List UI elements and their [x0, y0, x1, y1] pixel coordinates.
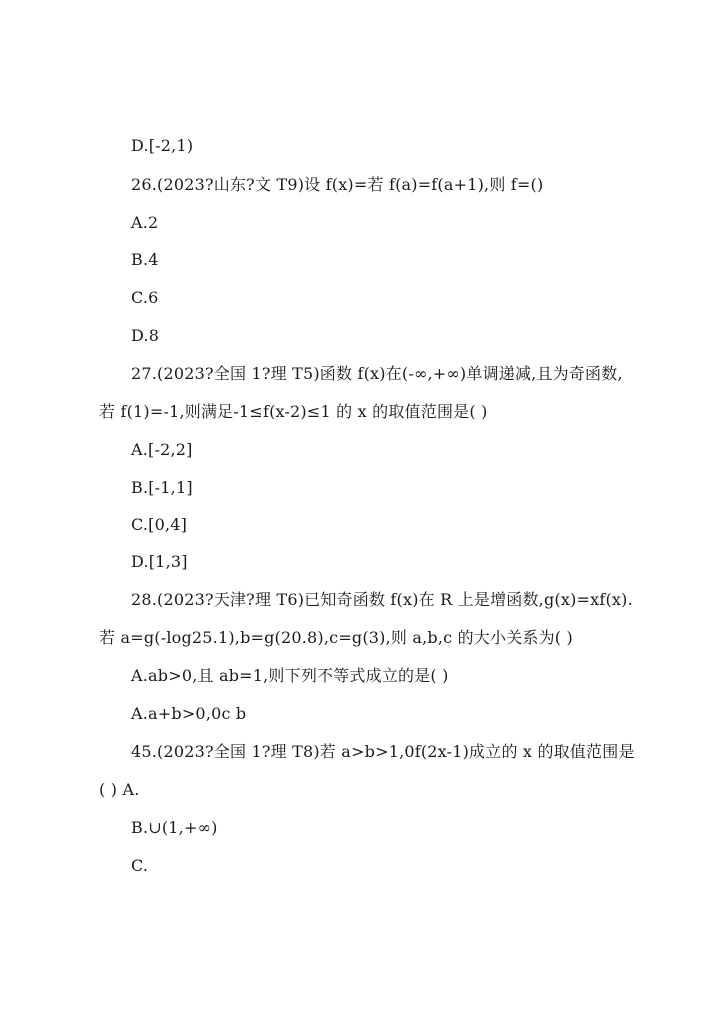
option-line: D.[-2,1) [131, 136, 194, 155]
question-28-continued: 若 a=g(-log25.1),b=g(20.8),c=g(3),则 a,b,c 的大小关系为( ) [99, 628, 573, 647]
option-line: A.ab>0,且 ab=1,则下列不等式成立的是( ) [131, 666, 449, 685]
option-line: A.a+b>0,0c b [131, 704, 247, 723]
option-line: B.4 [131, 250, 159, 269]
option-line: D.[1,3] [131, 552, 188, 571]
question-27-continued: 若 f(1)=-1,则满足-1≤f(x-2)≤1 的 x 的取值范围是( ) [99, 402, 488, 421]
question-45: 45.(2023?全国 1?理 T8)若 a>b>1,0f(2x-1)成立的 x 的取值范围是 [131, 742, 635, 761]
question-27: 27.(2023?全国 1?理 T5)函数 f(x)在(-∞,+∞)单调递减,且为奇函数, [131, 364, 623, 383]
option-line: C.[0,4] [131, 515, 188, 534]
option-line: C. [131, 856, 149, 875]
option-line: B.[-1,1] [131, 478, 193, 497]
question-28: 28.(2023?天津?理 T6)已知奇函数 f(x)在 R 上是增函数,g(x)=xf(x). [131, 590, 633, 609]
option-line: C.6 [131, 288, 159, 307]
question-45-continued: ( ) A. [99, 780, 140, 799]
option-line: D.8 [131, 326, 160, 345]
question-26: 26.(2023?山东?文 T9)设 f(x)=若 f(a)=f(a+1),则 f=() [131, 175, 544, 194]
option-line: A.2 [131, 213, 159, 232]
option-line: B.∪(1,+∞) [131, 818, 218, 837]
option-line: A.[-2,2] [131, 440, 193, 459]
